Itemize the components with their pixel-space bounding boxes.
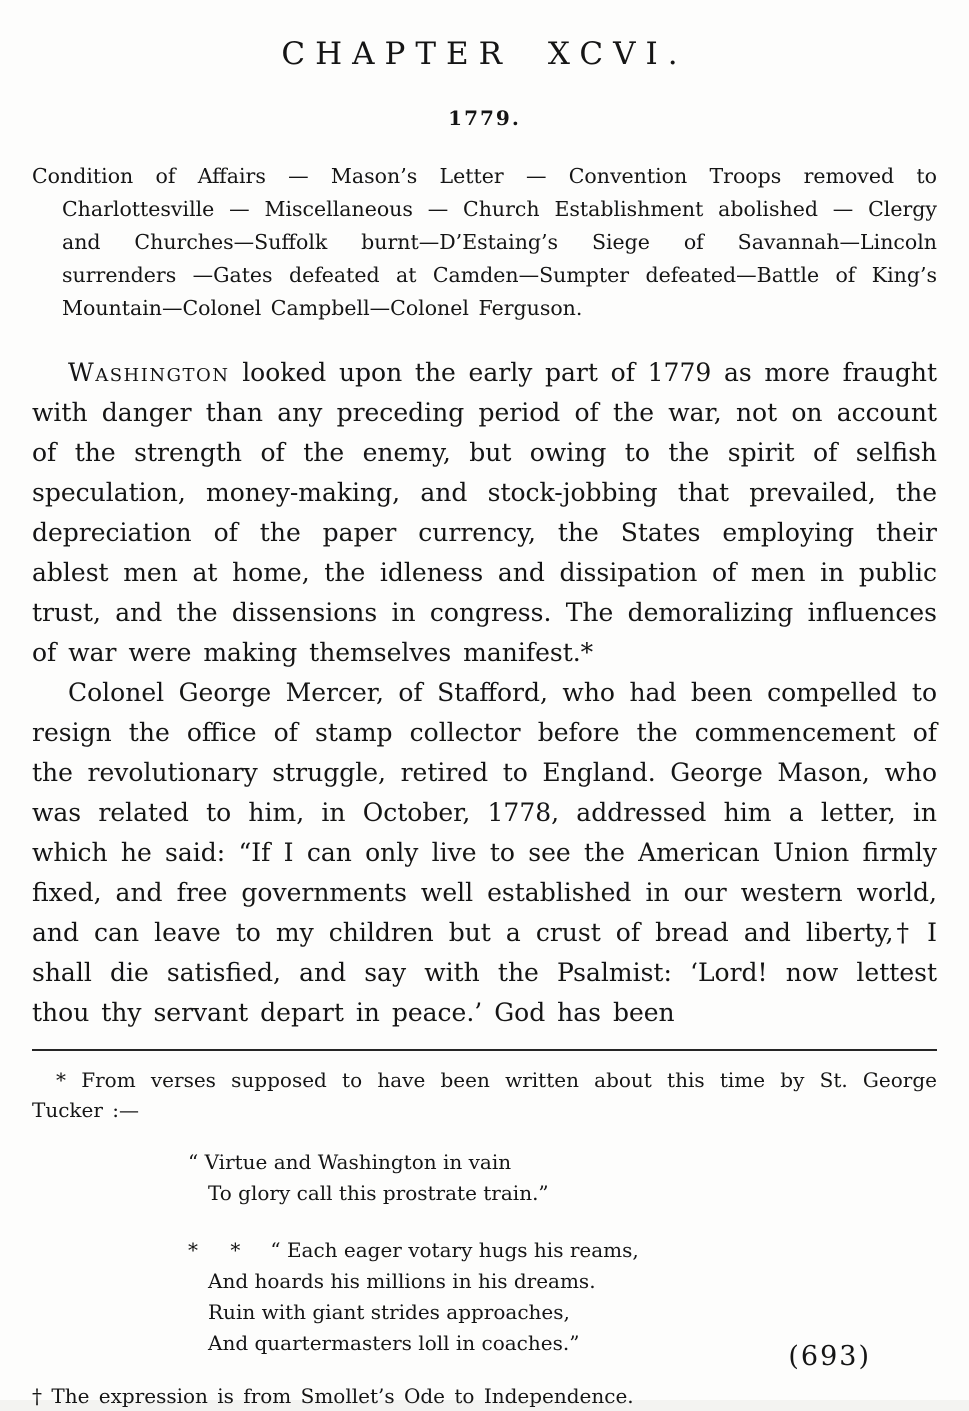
body-paragraph-2: Colonel George Mercer, of Stafford, who had been compelled to resign the office of stamp collector before the commencement of the revolutionary struggle, retired to England. George Mason, who was related to him, in October, 1778, addressed him a letter, in which he said: “If I can only live to see the American Union firmly fixed, and free governments well established in our western world, and can leave to my children but a crust of bread and liberty,† I shall die satisfied, and say with the Psalmist: ‘Lord! now lettest thou thy servant depart in peace.’ God has been (32, 678, 937, 1027)
verse-line-text: “ Each eager votary hugs his reams, (270, 1238, 639, 1262)
verse-line: “ Virtue and Washington in vain (188, 1150, 512, 1174)
verse-line: To glory call this prostrate train.” (208, 1181, 549, 1205)
chapter-title: CHAPTER XCVI. (281, 36, 688, 72)
footnote-dagger: † The expression is from Smollet’s Ode to Independence. (32, 1384, 634, 1408)
lead-word-smallcaps: Washington (68, 358, 230, 387)
verse-asterisk-marker: * * (188, 1238, 241, 1262)
verse-couplet (188, 1147, 937, 1209)
page-number: (693) (788, 1341, 871, 1372)
chapter-synopsis: Condition of Affairs — Mason’s Letter — Convention Troops removed to Charlottesville — Miscellaneous — Church Establishment abolished — Clergy and Churches—Suffolk burnt—D’Estaing’s Siege of Savannah—Lincoln surrenders —Gates defeated at Camden—Sumpter defeated—Battle of King’s Mountain—Colonel Campbell—Colonel Ferguson. (32, 164, 937, 320)
verse-line: Ruin with giant strides approaches, (208, 1300, 570, 1324)
verse-line (188, 1235, 937, 1266)
paragraph-text: looked upon the early part of 1779 as more fraught with danger than any preceding period of the war, not on account of the strength of the enemy, but owing to the spirit of selfish speculation, money-making, and stock-jobbing that prevailed, the depreciation of the paper currency, the States employing their ablest men at home, the idleness and dissipation of men in public trust, and the dissensions in congress. The demoralizing influences of war were making themselves manifest.* (32, 358, 937, 667)
footnote-asterisk: * From verses supposed to have been written about this time by St. George Tucker :— (32, 1068, 937, 1122)
body-paragraph-1 (32, 353, 937, 673)
chapter-year: 1779. (448, 106, 521, 130)
verse-line: And quartermasters loll in coaches.” (208, 1331, 580, 1355)
verse-line: And hoards his millions in his dreams. (208, 1269, 596, 1293)
footnote-divider (32, 1049, 937, 1051)
